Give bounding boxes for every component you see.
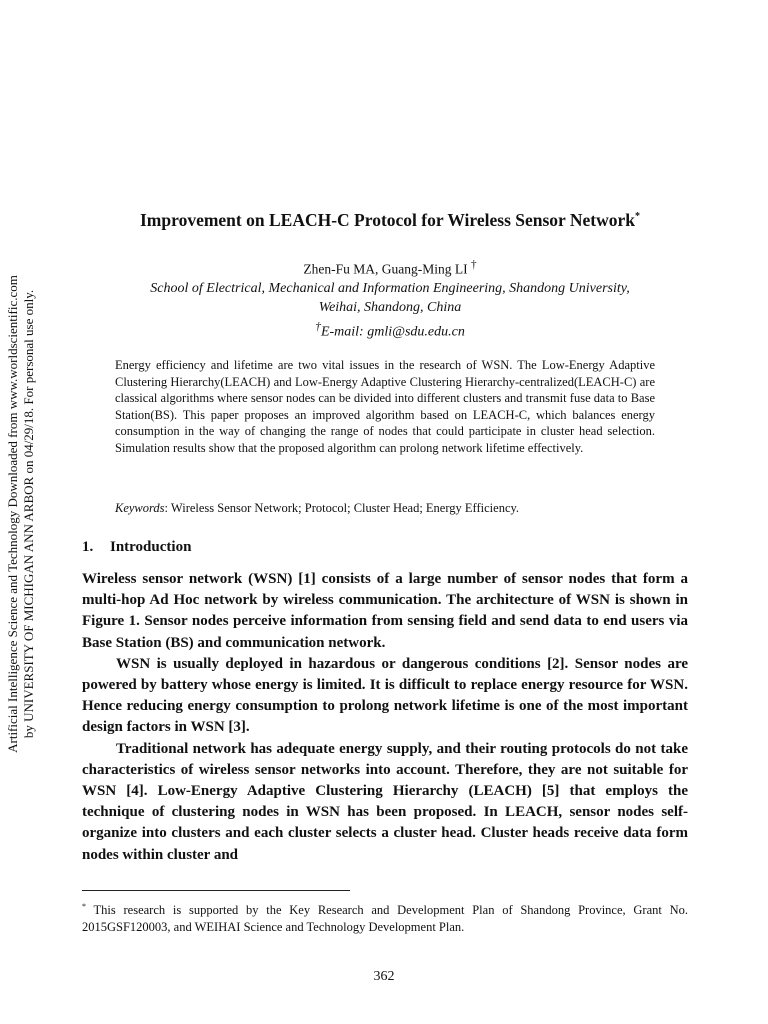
paper-title: [70, 210, 710, 231]
email-mark: †: [315, 320, 321, 333]
page-number: 362: [373, 969, 395, 984]
affiliation-line-1: School of Electrical, Mechanical and Information Engineering, Shandong University,: [150, 281, 630, 296]
keywords-label: Keywords: [115, 501, 165, 515]
abstract: Energy efficiency and lifetime are two vital issues in the research of WSN. The Low-Energy Adaptive Clustering Hierarchy(LEACH) and Low-Energy Adaptive Clustering Hierarchy-centralized(LEACH-C) are classical algorithms where sensor nodes can be divided into different clusters and transmit fuse data to Base Station(BS). This paper proposes an improved algorithm based on LEACH-C, which balances energy consumption in the way of changing the range of nodes that could participate in cluster head selection. Simulation results show that the proposed algorithm can prolong network lifetime effectively.: [115, 358, 655, 455]
section-title: Introduction: [110, 539, 192, 555]
keywords-list: : Wireless Sensor Network; Protocol; Cluster Head; Energy Efficiency.: [164, 501, 520, 515]
author-email: [70, 317, 710, 342]
footnote-text: This research is supported by the Key Research and Development Plan of Shandong Province, Grant No. 2015GSF120003, and WEIHAI Science and Technology Development Plan.: [82, 903, 689, 934]
introduction-body: [82, 569, 688, 866]
watermark-line-1: Artificial Intelligence Science and Technology Downloaded from www.worldscientific.com: [5, 275, 20, 753]
watermark-line-2: by UNIVERSITY OF MICHIGAN ANN ARBOR on 04/29/18. For personal use only.: [21, 289, 36, 739]
author-mark: †: [470, 259, 477, 271]
footnote-divider: [82, 890, 350, 891]
paper-title-text: Improvement on LEACH-C Protocol for Wireless Sensor Network: [140, 210, 635, 230]
affiliation: [70, 279, 710, 342]
author-names: Zhen-Fu MA, Guang-Ming LI: [303, 261, 468, 277]
section-number: 1.: [82, 539, 94, 555]
paragraph: Traditional network has adequate energy supply, and their routing protocols do not take characteristics of wireless sensor networks into account. Therefore, they are not suitable for WSN [4]. Low-Energy Adaptive Clustering Hierarchy (LEACH) [5] that employs the technique of clustering nodes in WSN has been proposed. In LEACH, sensor nodes self-organize into clusters and each cluster selects a cluster head. Cluster heads receive data form nodes within cluster and: [82, 740, 688, 863]
paragraph: WSN is usually deployed in hazardous or dangerous conditions [2]. Sensor nodes are powered by battery whose energy is limited. It is difficult to replace energy resource for WSN. Hence reducing energy consumption to prolong network lifetime is one of the most important design factors in WSN [3].: [82, 655, 688, 736]
affiliation-line-2: Weihai, Shandong, China: [318, 300, 462, 315]
footnote: [82, 899, 688, 935]
paragraph: Wireless sensor network (WSN) [1] consists of a large number of sensor nodes that form a multi-hop Ad Hoc network by wireless communication. The architecture of WSN is shown in Figure 1. Sensor nodes perceive information from sensing field and send data to end users via Base Station (BS) and communication network.: [82, 571, 688, 651]
download-watermark: [2, 264, 40, 764]
author-list: [70, 259, 710, 278]
title-footnote-mark: *: [635, 211, 640, 223]
keywords: [115, 501, 655, 516]
section-heading: [82, 539, 191, 556]
footnote-mark: *: [82, 902, 86, 911]
email-text: E-mail: gmli@sdu.edu.cn: [320, 324, 465, 340]
